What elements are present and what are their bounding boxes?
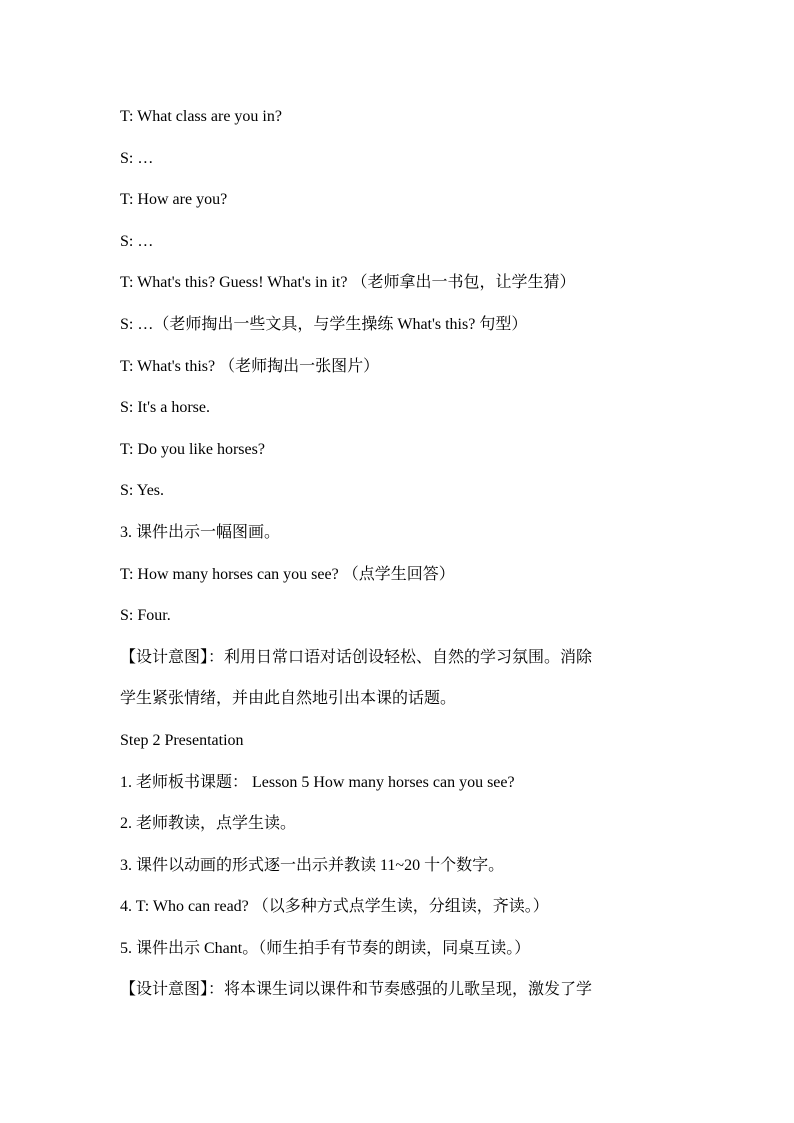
dialogue-line-what-class: T: What class are you in?	[120, 108, 282, 125]
lesson-plan-text	[120, 104, 680, 1019]
dialogue-line-four: S: Four.	[120, 607, 171, 625]
section-heading-step-2: Step 2 Presentation	[120, 731, 244, 749]
dialogue-line-picture: T: What's this? （老师掏出一张图片）	[120, 357, 380, 375]
dialogue-line-how-many-horses: T: How many horses can you see? （点学生回答）	[120, 565, 455, 583]
dialogue-line-like-horses: T: Do you like horses?	[120, 440, 265, 458]
presentation-item-5: 5. 课件出示 Chant。（师生拍手有节奏的朗读，同桌互读。）	[120, 939, 531, 957]
dialogue-line-guess-schoolbag: T: What's this? Guess! What's in it? （老师拿出一书包，让学生猜）	[120, 274, 576, 292]
step-item-3-show-picture: 3. 课件出示一幅图画。	[120, 523, 281, 541]
presentation-item-2: 2. 老师教读，点学生读。	[120, 815, 297, 833]
dialogue-line-student-reply-1: S: …	[120, 149, 154, 167]
dialogue-line-its-a-horse: S: It's a horse.	[120, 399, 210, 417]
dialogue-line-yes: S: Yes.	[120, 482, 165, 500]
design-intent-1-line-1: 【设计意图】：利用日常口语对话创设轻松、自然的学习氛围。消除	[120, 648, 593, 666]
presentation-item-4: 4. T: Who can read? （以多种方式点学生读，分组读，齐读。）	[120, 898, 549, 916]
dialogue-line-stationery-drill: S: …（老师掏出一些文具，与学生操练 What's this? 句型）	[120, 315, 528, 333]
presentation-item-3: 3. 课件以动画的形式逐一出示并教读 11~20 十个数字。	[120, 856, 505, 874]
dialogue-line-student-reply-2: S: …	[120, 232, 154, 250]
design-intent-1-line-2: 学生紧张情绪，并由此自然地引出本课的话题。	[120, 690, 457, 708]
design-intent-2-line-1: 【设计意图】：将本课生词以课件和节奏感强的儿歌呈现，激发了学	[120, 981, 593, 999]
presentation-item-1: 1. 老师板书课题： Lesson 5 How many horses can you see?	[120, 773, 515, 791]
dialogue-line-how-are-you: T: How are you?	[120, 191, 228, 209]
